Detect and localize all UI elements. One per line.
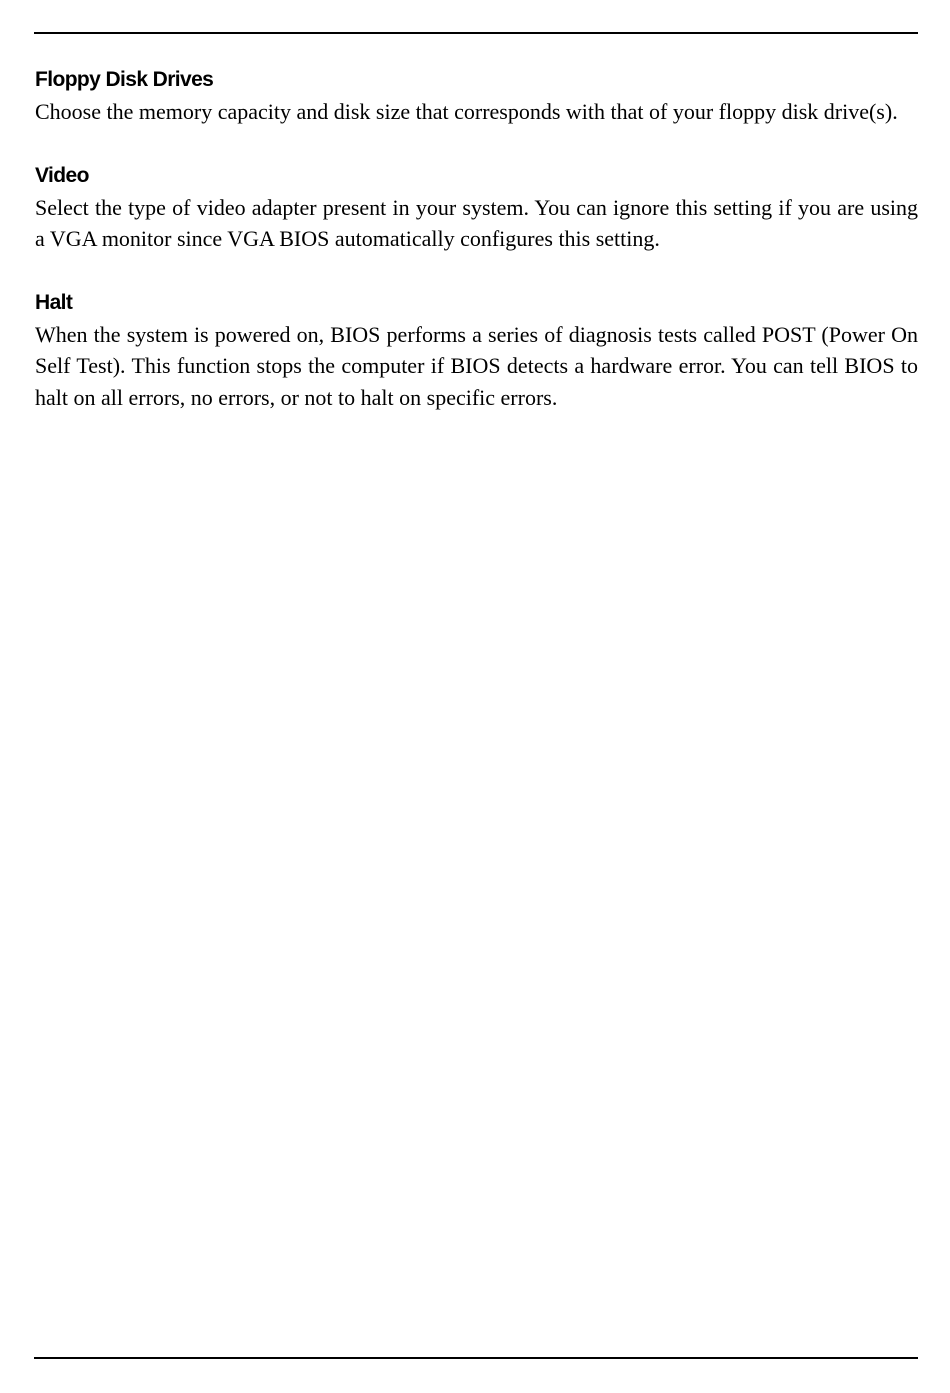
top-rule <box>34 32 918 34</box>
section-heading: Floppy Disk Drives <box>35 68 214 91</box>
document-content <box>35 64 918 445</box>
section-halt <box>35 287 918 414</box>
section-body: When the system is powered on, BIOS performs a series of diagnosis tests called POST (Power On Self Test). This function stops the computer if BIOS detects a hardware error. You can tell BIOS to halt on all errors, no errors, or not to halt on specific errors. <box>35 321 918 410</box>
section-heading: Halt <box>35 290 73 314</box>
section-body: Choose the memory capacity and disk size that corresponds with that of your floppy disk drive(s). <box>35 99 898 124</box>
section-heading: Video <box>35 163 89 187</box>
section-video <box>35 160 918 255</box>
section-body: Select the type of video adapter present in your system. You can ignore this setting if you are using a VGA monitor since VGA BIOS automatically configures this setting. <box>35 194 918 251</box>
bottom-rule <box>34 1357 918 1359</box>
section-floppy-disk-drives <box>35 64 918 128</box>
